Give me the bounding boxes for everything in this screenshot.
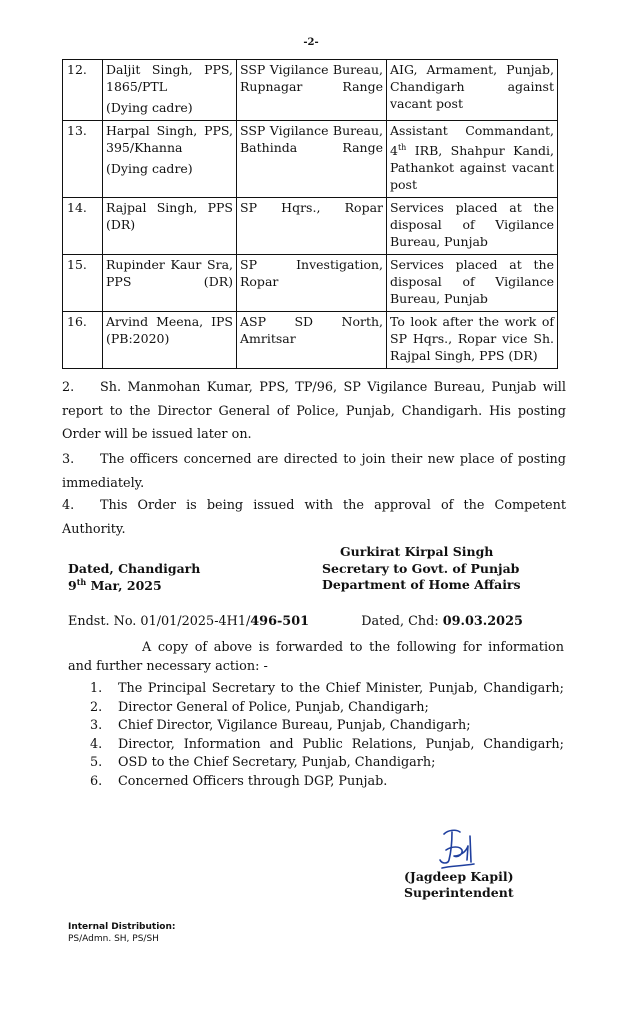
present-posting-cell: SP Investigation, Ropar	[237, 255, 387, 312]
serial-cell: 13.	[63, 121, 103, 198]
paragraph-number: 2.	[62, 380, 75, 395]
list-item: 6. Concerned Officers through DGP, Punjab.	[90, 773, 388, 789]
list-item: 5. OSD to the Chief Secretary, Punjab, Chandigarh;	[90, 755, 436, 770]
paragraph-number: 4.	[62, 498, 75, 513]
table-row	[63, 198, 558, 255]
distribution-list	[78, 680, 564, 791]
table-row	[63, 312, 558, 369]
present-posting-cell: SSP Vigilance Bureau, Rupnagar Range	[237, 60, 387, 121]
list-item: 2. Director General of Police, Punjab, Chandigarh;	[90, 699, 429, 715]
new-posting-cell: Services placed at the disposal of Vigilance Bureau, Punjab	[387, 255, 558, 312]
dated-date: 9th Mar, 2025	[68, 577, 162, 594]
officer-cell	[103, 312, 237, 369]
page-number: -2-	[303, 37, 319, 48]
officer-name: Rajpal Singh, PPS (DR)	[106, 200, 233, 233]
internal-distribution-heading: Internal Distribution:	[68, 922, 176, 932]
present-posting-cell: SP Hqrs., Ropar	[237, 198, 387, 255]
superintendent-designation: Superintendent	[404, 885, 514, 900]
new-posting-cell: Assistant Commandant, 4th IRB, Shahpur Kandi, Pathankot against vacant post	[387, 121, 558, 198]
present-posting-cell: ASP SD North, Amritsar	[237, 312, 387, 369]
cadre-note: (Dying cadre)	[106, 161, 193, 176]
paragraph-text: This Order is being issued with the approval of the Competent Authority.	[62, 498, 566, 537]
officer-cell	[103, 198, 237, 255]
signatory-designation: Secretary to Govt. of Punjab	[322, 561, 520, 576]
signatory-name: Gurkirat Kirpal Singh	[340, 544, 494, 559]
present-posting-cell: SSP Vigilance Bureau, Bathinda Range	[237, 121, 387, 198]
paragraph-number: 3.	[62, 452, 75, 467]
table-row	[63, 121, 558, 198]
officer-name: Rupinder Kaur Sra, PPS (DR)	[106, 257, 233, 290]
dated-place: Dated, Chandigarh	[68, 561, 201, 576]
posting-table	[62, 59, 558, 369]
serial-cell: 16.	[63, 312, 103, 369]
list-item: 1. The Principal Secretary to the Chief Minister, Punjab, Chandigarh;	[90, 681, 564, 696]
new-posting-cell: AIG, Armament, Punjab, Chandigarh against vacant post	[387, 60, 558, 121]
serial-cell: 15.	[63, 255, 103, 312]
new-posting-cell: Services placed at the disposal of Vigilance Bureau, Punjab	[387, 198, 558, 255]
paragraph-text: The officers concerned are directed to join their new place of posting immediately.	[62, 452, 566, 491]
officer-name: Daljit Singh, PPS, 1865/PTL	[106, 62, 233, 94]
officer-name: Harpal Singh, PPS, 395/Khanna	[106, 123, 233, 155]
signatory-department: Department of Home Affairs	[322, 577, 521, 592]
cadre-note: (Dying cadre)	[106, 100, 193, 115]
serial-cell: 12.	[63, 60, 103, 121]
forward-text: A copy of above is forwarded to the following for information and further necessary action: -	[68, 640, 564, 674]
officer-cell	[103, 60, 237, 121]
new-posting-cell: To look after the work of SP Hqrs., Ropar vice Sh. Rajpal Singh, PPS (DR)	[387, 312, 558, 369]
paragraph-2	[62, 376, 566, 447]
paragraph-text: Sh. Manmohan Kumar, PPS, TP/96, SP Vigilance Bureau, Punjab will report to the Director General of Police, Punjab, Chandigarh. His posting Order will be issued later on.	[62, 380, 566, 442]
officer-cell	[103, 121, 237, 198]
endorsement-line: Endst. No. 01/01/2025-4H1/496-501 Dated, Chd: 09.03.2025	[68, 614, 523, 629]
superintendent-name: (Jagdeep Kapil)	[404, 869, 514, 884]
list-item: 3. Chief Director, Vigilance Bureau, Punjab, Chandigarh;	[90, 718, 471, 733]
table-row	[63, 60, 558, 121]
paragraph-4	[62, 494, 566, 541]
list-item: 4. Director, Information and Public Relations, Punjab, Chandigarh;	[90, 736, 564, 752]
officer-name: Arvind Meena, IPS (PB:2020)	[106, 314, 233, 347]
paragraph-3	[62, 448, 566, 495]
internal-distribution-text: PS/Admn. SH, PS/SH	[68, 934, 159, 944]
handwritten-signature	[430, 826, 480, 872]
table-row	[63, 255, 558, 312]
serial-cell: 14.	[63, 198, 103, 255]
officer-cell	[103, 255, 237, 312]
